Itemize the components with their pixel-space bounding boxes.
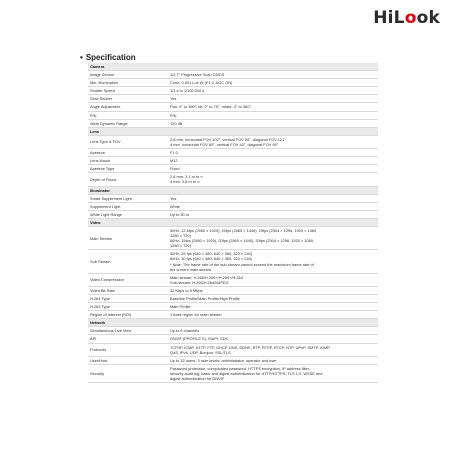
spec-value-line: 2.8 mm, horizontal FOV 102°, vertical FOV 54°, diagonal FOV 121° — [170, 136, 286, 142]
spec-value — [168, 273, 378, 286]
spec-value — [168, 250, 378, 273]
table-row — [88, 295, 378, 303]
spec-value-line: * Note: The frame rate of the sub-stream cannot exceed the maximum frame rate of — [170, 261, 314, 267]
spec-label: H.265 Type — [88, 303, 168, 311]
spec-value — [168, 327, 378, 335]
spec-label: Shutter Speed — [88, 87, 168, 95]
spec-value — [168, 343, 378, 356]
spec-value-line: the current main stream. — [170, 266, 213, 272]
logo-text-b: ok — [416, 8, 440, 28]
table-row — [88, 335, 378, 343]
spec-value — [168, 165, 378, 173]
specification-heading — [80, 53, 136, 62]
table-row — [88, 311, 378, 319]
spec-value-line: 1/2.7" Progressive Scan CMOS — [170, 72, 225, 78]
spec-value-line: 120 dB — [170, 120, 183, 126]
spec-value-line: Up to 6 channels — [170, 328, 200, 334]
table-row — [88, 111, 378, 119]
spec-value — [168, 103, 378, 111]
spec-value — [168, 119, 378, 127]
spec-value-line: 1 fixed region for main stream — [170, 312, 222, 318]
spec-value-line: White — [170, 203, 180, 209]
spec-value-line: 4 mm, horizontal FOV 80°, vertical FOV 43°, diagonal FOV 99° — [170, 141, 279, 147]
table-row — [88, 95, 378, 103]
section-header-row — [88, 63, 378, 71]
table-row — [88, 71, 378, 79]
spec-value-line: Main stream: H.265/H.265+/H.264+/H.264 — [170, 274, 243, 280]
spec-value-line: 1280 × 720) — [170, 243, 191, 249]
bullet-icon: • — [80, 53, 83, 62]
section-header-row — [88, 319, 378, 327]
table-row — [88, 79, 378, 87]
spec-label: P/N — [88, 111, 168, 119]
spec-label: Image Sensor — [88, 71, 168, 79]
spec-label: Main Stream — [88, 226, 168, 249]
spec-value-line: security audit log, basic and digest authentication for HTTP/HTTPS, TLS 1.2, WSSE and — [170, 370, 323, 376]
spec-label: Wide Dynamic Range — [88, 119, 168, 127]
spec-value-line: Yes — [170, 96, 177, 102]
table-row — [88, 364, 378, 382]
spec-value-line: Up to 32 users. 3 user levels: administrator, operator and user — [170, 357, 277, 363]
spec-value-line: Fixed — [170, 166, 180, 172]
spec-value — [168, 173, 378, 186]
spec-value — [168, 364, 378, 382]
spec-label: Lens Type & FOV — [88, 135, 168, 148]
spec-label: Region of Interest (ROI) — [88, 311, 168, 319]
spec-label: H.264 Type — [88, 295, 168, 303]
table-row — [88, 356, 378, 364]
spec-label: Video Bit Rate — [88, 286, 168, 294]
spec-value-line: QoS, IPv6, UDP, Bonjour, SSL/TLS — [170, 349, 231, 355]
logo-text-dot: o — [404, 8, 417, 28]
section-header-row — [88, 218, 378, 226]
spec-value — [168, 95, 378, 103]
spec-value-line: M12 — [170, 158, 178, 164]
spec-value-line: 60Hz: 30 fps (640 × 480, 640 × 360, 320 × 240) — [170, 256, 253, 262]
spec-value-line: Yes — [170, 195, 177, 201]
spec-value-line: 1280 × 720) — [170, 233, 191, 239]
table-row — [88, 226, 378, 249]
table-row — [88, 273, 378, 286]
spec-value-line: Main Profile — [170, 304, 191, 310]
spec-label: Security — [88, 364, 168, 382]
spec-value — [168, 226, 378, 249]
section-title: Lens — [88, 127, 378, 135]
spec-value — [168, 87, 378, 95]
spec-label: Smart Supplement Light — [88, 194, 168, 202]
spec-value — [168, 311, 378, 319]
spec-value — [168, 210, 378, 218]
spec-value — [168, 356, 378, 364]
spec-value-line: Password protection, complicated password, HTTPS encryption, IP address filter, — [170, 365, 310, 371]
heading-title: Specification — [85, 53, 136, 62]
spec-label: Lens Mount — [88, 157, 168, 165]
spec-value — [168, 202, 378, 210]
spec-value — [168, 135, 378, 148]
table-row — [88, 149, 378, 157]
table-row — [88, 250, 378, 273]
table-row — [88, 202, 378, 210]
table-row — [88, 210, 378, 218]
spec-label: White Light Range — [88, 210, 168, 218]
spec-value — [168, 295, 378, 303]
section-title: Video — [88, 218, 378, 226]
spec-value — [168, 149, 378, 157]
spec-value — [168, 303, 378, 311]
table-row — [88, 194, 378, 202]
spec-value — [168, 194, 378, 202]
spec-value-line: digest authentication for ONVIF — [170, 376, 225, 382]
table-row — [88, 135, 378, 148]
table-row — [88, 343, 378, 356]
specification-table — [88, 63, 378, 383]
spec-value — [168, 111, 378, 119]
spec-value — [168, 157, 378, 165]
table-row — [88, 286, 378, 294]
section-header-row — [88, 186, 378, 194]
spec-label: Video Compression — [88, 273, 168, 286]
table-row — [88, 173, 378, 186]
spec-value-line: Sub-stream: H.265/H.264/MJPEG — [170, 279, 229, 285]
spec-value-line: Pan: 0° to 360°, tilt: 0° to 75°, rotate: 0° to 360° — [170, 104, 251, 110]
spec-label: Supplement Light — [88, 202, 168, 210]
spec-label: Aperture — [88, 149, 168, 157]
section-title: Network — [88, 319, 378, 327]
spec-value-line: TCP/IP, ICMP, HTTP, FTP, DHCP, DNS, DDNS, RTP, RTSP, RTCP, NTP, UPnP, SMTP, IGMP, — [170, 344, 331, 350]
spec-label: Min. Illumination — [88, 79, 168, 87]
spec-value-line: 1/3 s to 1/100,000 s — [170, 88, 205, 94]
spec-label: Angle Adjustment — [88, 103, 168, 111]
table-row — [88, 157, 378, 165]
spec-value-line: F1.0 — [170, 150, 178, 156]
section-header-row — [88, 127, 378, 135]
spec-label: User/Host — [88, 356, 168, 364]
hilook-logo — [373, 8, 440, 28]
table-row — [88, 303, 378, 311]
table-row — [88, 327, 378, 335]
table-row — [88, 103, 378, 111]
spec-value — [168, 286, 378, 294]
spec-value-line: 32 Kbps to 8 Mbps — [170, 287, 203, 293]
spec-value-line: P/N — [170, 112, 177, 118]
spec-value-line: Up to 30 m — [170, 211, 190, 217]
spec-value-line: 2.8 mm: 3.1 m to ∞ — [170, 174, 204, 180]
section-title: Camera — [88, 63, 378, 71]
spec-label: Aperture Type — [88, 165, 168, 173]
spec-label: API — [88, 335, 168, 343]
table-row — [88, 87, 378, 95]
spec-value-line: 60Hz: 15fps (2560 × 1920), 20fps (2560 × 1440), 30fps (2304 × 1296, 1920 × 1080, — [170, 238, 315, 244]
spec-value — [168, 71, 378, 79]
spec-value — [168, 335, 378, 343]
spec-label: Sub Stream — [88, 250, 168, 273]
logo-text-a: HiL — [373, 8, 405, 28]
spec-label: Simultaneous Live View — [88, 327, 168, 335]
spec-value-line: 50Hz: 25 fps (640 × 480, 640 × 360, 320 × 240) — [170, 251, 253, 257]
spec-value — [168, 79, 378, 87]
spec-value-line: Baseline Profile/Main Profile/High Profile — [170, 296, 240, 301]
table-row — [88, 119, 378, 127]
table-row — [88, 165, 378, 173]
spec-label: Protocols — [88, 343, 168, 356]
spec-value-line: 50Hz: 12.5fps (2560 × 1920), 20fps (2560 × 1440), 25fps (2304 × 1296, 1920 × 1080, — [170, 227, 318, 233]
spec-value-line: Color: 0.001 Lux @ (F1.0, AGC ON) — [170, 80, 233, 86]
spec-value-line: ONVIF (PROFILE S), ISAPI, SDK — [170, 336, 229, 342]
spec-value-line: 4 mm: 3.6 m to ∞ — [170, 179, 200, 185]
spec-label: Depth of Focus — [88, 173, 168, 186]
spec-label: Slow Shutter — [88, 95, 168, 103]
section-title: Illuminator — [88, 186, 378, 194]
